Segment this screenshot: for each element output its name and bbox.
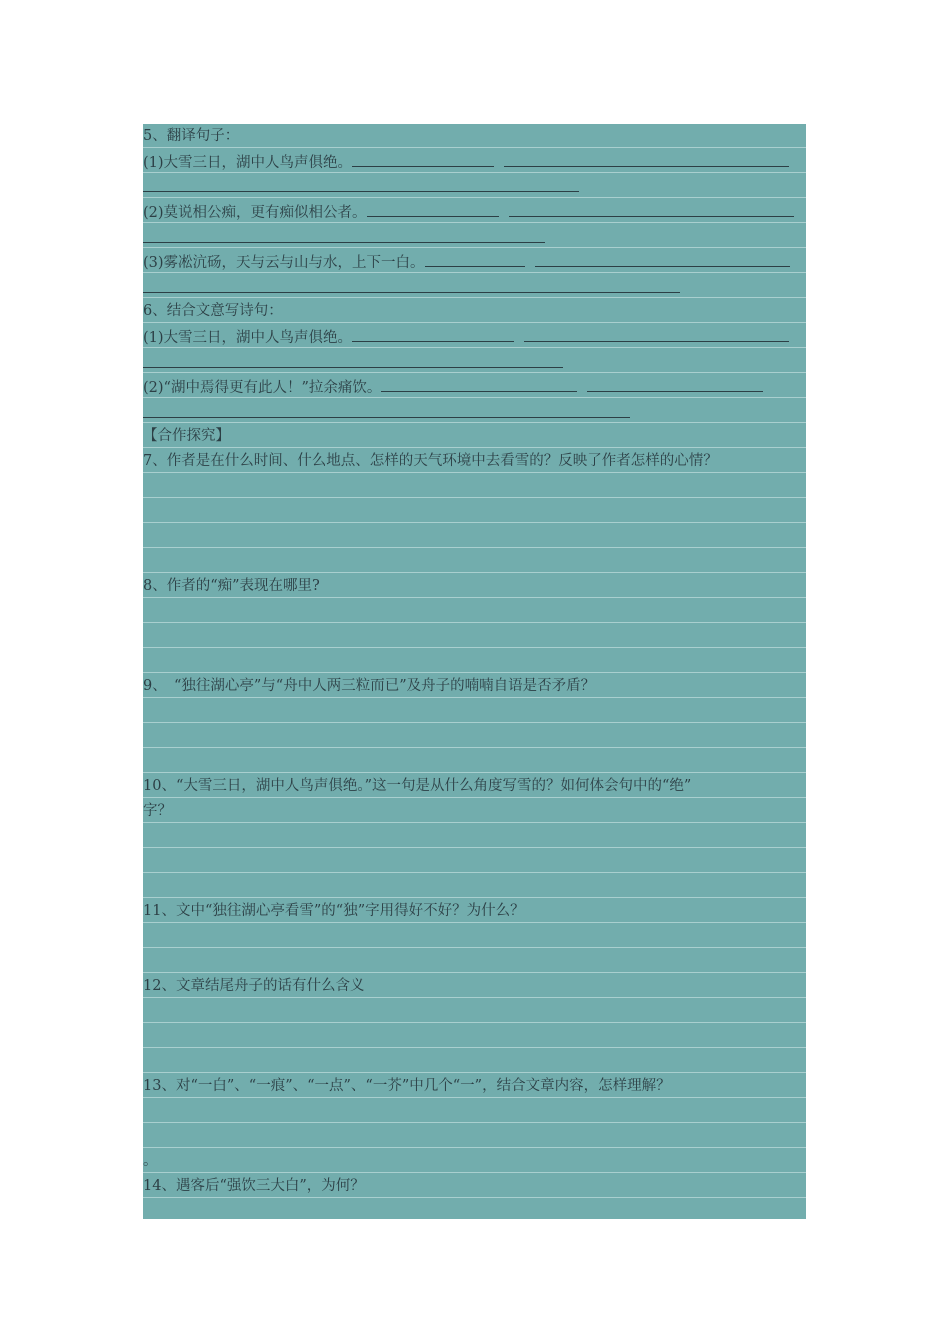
answer-line[interactable]: [143, 292, 680, 293]
section-6-item-2-text: (2)“湖中焉得更有此人！”拉余痛饮。: [143, 380, 382, 396]
answer-line[interactable]: [143, 417, 630, 418]
answer-line[interactable]: [143, 367, 563, 368]
question-14: 14、遇客后“强饮三大白”，为何？: [143, 1178, 365, 1194]
answer-blank[interactable]: [509, 199, 794, 217]
section-6-item-2: [143, 374, 763, 399]
question-7: 7、作者是在什么时间、什么地点、怎样的天气环境中去看雪的？反映了作者怎样的心情？: [143, 453, 718, 469]
section-6-item-1: [143, 324, 789, 349]
section-5-item-1-text: (1)大雪三日，湖中人鸟声俱绝。: [143, 155, 353, 171]
answer-blank[interactable]: [524, 324, 789, 342]
answer-line[interactable]: [143, 191, 579, 192]
question-13: 13、对“一白”、“一痕”、“一点”、“一芥”中几个“一”，结合文章内容，怎样理解？: [143, 1078, 671, 1094]
answer-blank[interactable]: [381, 374, 577, 392]
answer-blank[interactable]: [535, 249, 790, 267]
section-6-heading: 6、结合文意写诗句：: [143, 303, 283, 319]
answer-blank[interactable]: [352, 324, 514, 342]
section-5-item-1: [143, 149, 789, 174]
answer-blank[interactable]: [425, 249, 525, 267]
explore-heading: 【合作探究】: [143, 428, 230, 444]
section-5-item-3-text: (3)雾凇沆砀，天与云与山与水，上下一白。: [143, 255, 425, 271]
answer-blank[interactable]: [367, 199, 499, 217]
answer-blank[interactable]: [587, 374, 763, 392]
answer-blank[interactable]: [504, 149, 789, 167]
question-13-tail: 。: [143, 1153, 158, 1169]
question-10-line-2: 字？: [143, 803, 172, 819]
question-10-line-1: 10、“大雪三日，湖中人鸟声俱绝。”这一句是从什么角度写雪的？如何体会句中的“绝”: [143, 778, 692, 794]
question-9: 9、 “独往湖心亭”与“舟中人两三粒而已”及舟子的喃喃自语是否矛盾？: [143, 678, 596, 694]
question-8: 8、作者的“痴”表现在哪里?: [143, 578, 320, 594]
section-5-item-2: [143, 199, 794, 224]
question-11: 11、文中“独往湖心亭看雪”的“独”字用得好不好？为什么？: [143, 903, 525, 919]
section-6-item-1-text: (1)大雪三日，湖中人鸟声俱绝。: [143, 330, 353, 346]
section-5-item-2-text: (2)莫说相公痴，更有痴似相公者。: [143, 205, 367, 221]
question-12: 12、文章结尾舟子的话有什么含义: [143, 978, 365, 994]
worksheet: [143, 124, 806, 1219]
answer-line[interactable]: [143, 242, 545, 243]
section-5-item-3: [143, 249, 790, 274]
section-5-heading: 5、翻译句子：: [143, 128, 240, 144]
answer-blank[interactable]: [352, 149, 494, 167]
